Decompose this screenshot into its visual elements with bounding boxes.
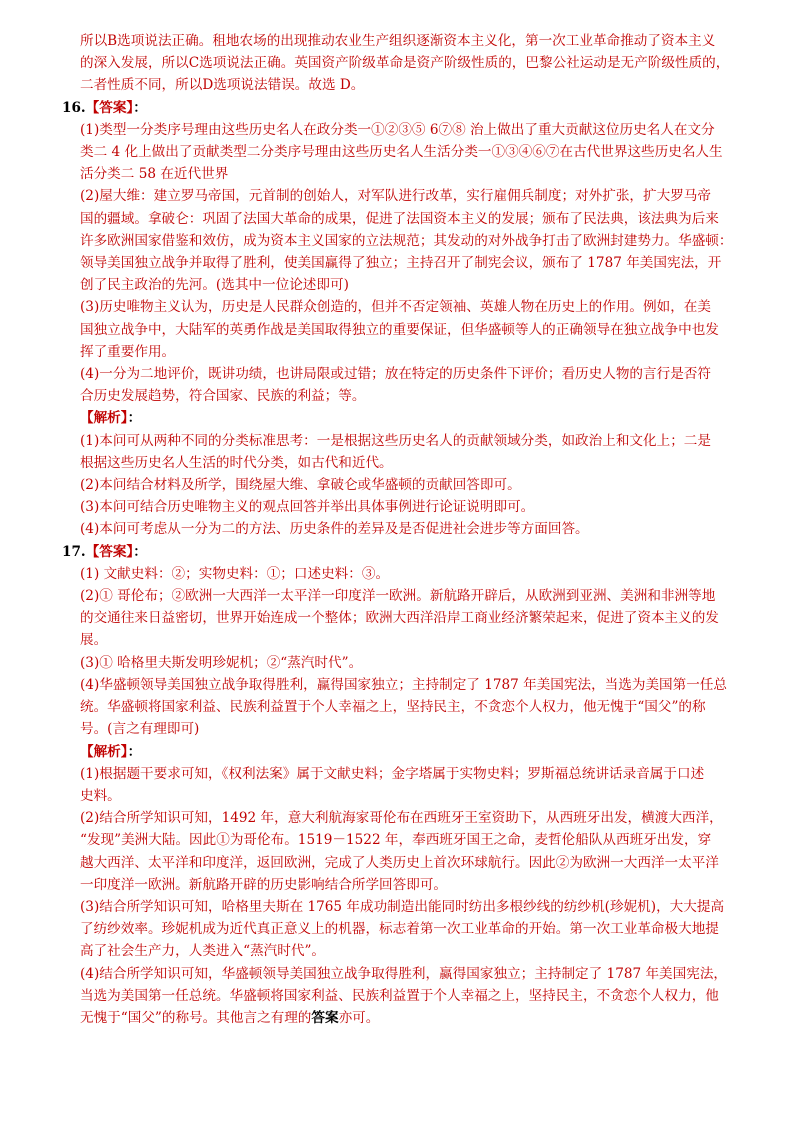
q17-analysis-2-line: (2)结合所学知识可知，1492 年，意大利航海家哥伦布在西班牙王室资助下，从西班牙出发，横渡大西洋， — [80, 810, 723, 827]
q16-answer-2-line: 许多欧洲国家借鉴和效仿，成为资本主义国家的立法规范；其发动的对外战争打击了欧洲封建势力。华盛顿： — [80, 232, 733, 249]
q17-analysis-1-line: 史料。 — [80, 787, 121, 804]
q16-analysis-1-line: 根据这些历史名人生活的时代分类，如古代和近代。 — [80, 454, 393, 471]
q16-answer-3-line: 国独立战争中，大陆军的英勇作战是美国取得独立的重要保证，但华盛顿等人的正确领导在独立战争中也发 — [80, 321, 719, 338]
q16-answer-tag: 【答案】 — [85, 99, 134, 116]
q17-analysis-4-line: (4)结合所学知识可知，华盛顿领导美国独立战争取得胜利，赢得国家独立；主持制定了 1787 年美国宪法， — [80, 965, 728, 982]
q16-answer-2-line: 创了民主政治的先河。(选其中一位论述即可) — [80, 277, 349, 294]
q17-analysis-3-line: 高了社会生产力，人类进入“蒸汽时代”。 — [80, 943, 325, 960]
q16-answer-4-line: 合历史发展趋势，符合国家、民族的利益；等。 — [80, 388, 366, 405]
q16-colon: ： — [133, 99, 147, 116]
q16-answer-3-line: 挥了重要作用。 — [80, 343, 176, 360]
q16-analysis-heading — [62, 407, 752, 429]
q17-answer-keyword: 答案 — [311, 1009, 339, 1026]
q16-answer-2-line: (2)屋大维：建立罗马帝国，元首制的创始人，对军队进行改革，实行雇佣兵制度；对外扩张，扩大罗马帝 — [80, 188, 711, 205]
q17-analysis-tag: 【解析】 — [80, 743, 128, 760]
document-content — [62, 30, 752, 1029]
q16-answer-3-line: (3)历史唯物主义认为，历史是人民群众创造的，但并不否定领袖、英雄人物在历史上的作用。例如，在美 — [80, 299, 711, 316]
q17-answer-1: (1) 文献史料：②；实物史料：①；口述史料：③。 — [80, 565, 390, 582]
q16-answer-2-line: 国的疆域。拿破仑：巩固了法国大革命的成果，促进了法国资本主义的发展；颁布了民法典，该法典为后来 — [80, 210, 719, 227]
q17-analysis-4-line: 当选为美国第一任总统。华盛顿将国家利益、民族利益置于个人幸福之上，坚持民主，不贪恋个人权力，他 — [80, 987, 719, 1004]
q16-answer-1-line: 类二 4 化上做出了贡献类型二分类序号理由这些历史名人生活分类一①③④⑥⑦在古代世界这些历史名人生 — [80, 144, 723, 161]
q16-analysis-colon: ： — [127, 410, 142, 427]
q16-number: 16. — [62, 99, 86, 116]
q16-analysis-tag: 【解析】 — [80, 410, 128, 427]
q16-answer-1-line: 活分类二 58 在近代世界 — [80, 166, 229, 183]
q17-analysis-1-line: (1)根据题干要求可知，《权利法案》属于文献史料；金字塔属于实物史料；罗斯福总统讲话录音属于口述 — [80, 765, 705, 782]
intro-line: 二者性质不同，所以D选项说法错误。故选 D。 — [80, 77, 365, 94]
q17-analysis-4-last-line — [62, 1007, 752, 1029]
q17-analysis-2-line: 一印度洋一欧洲。新航路开辟的历史影响结合所学回答即可。 — [80, 876, 448, 893]
q17-analysis-3-line: 了纺纱效率。珍妮机成为近代真正意义上的机器，标志着第一次工业革命的开始。第一次工业革命极大地提 — [80, 921, 719, 938]
q17-analysis-2-line: “发现”美洲大陆。因此①为哥伦布。1519－1522 年，奉西班牙国王之命，麦哲伦船队从西班牙出发，穿 — [80, 832, 712, 849]
q17-answer-3: (3)① 哈格里夫斯发明珍妮机；②“蒸汽时代”。 — [80, 654, 363, 671]
q17-answer-tag: 【答案】 — [85, 543, 134, 560]
q17-answer-2-line: 的交通往来日益密切，世界开始连成一个整体；欧洲大西洋沿岸工商业经济繁荣起来，促进了资本主义的发 — [80, 610, 719, 627]
q16-answer-2-line: 领导美国独立战争并取得了胜利，使美国赢得了独立；主持召开了制宪会议，颁布了 1787 年美国宪法，开 — [80, 255, 722, 272]
q17-answer-2-line: (2)① 哥伦布；②欧洲一大西洋一太平洋一印度洋一欧洲。新航路开辟后，从欧洲到亚洲、美洲和非洲等地 — [80, 588, 716, 605]
q16-answer-heading — [62, 97, 752, 119]
q17-answer-2-line: 展。 — [80, 632, 108, 649]
q17-answer-4-line: (4)华盛顿领导美国独立战争取得胜利，赢得国家独立；主持制定了 1787 年美国宪法，当选为美国第一任总 — [80, 676, 728, 693]
intro-line: 的深入发展，所以C选项说法正确。英国资产阶级革命是资产阶级性质的，巴黎公社运动是无产阶级性质的， — [80, 55, 730, 72]
q17-answer-4-line: 统。华盛顿将国家利益、民族利益置于个人幸福之上，坚持民主，不贪恋个人权力，他无愧于“国父”的称 — [80, 699, 706, 716]
q17-number: 17. — [62, 543, 86, 560]
q16-answer-4-line: (4)一分为二地评价，既讲功绩，也讲局限或过错；放在特定的历史条件下评价；看历史人物的言行是否符 — [80, 366, 711, 383]
q17-analysis-4-text: 无愧于“国父”的称号。其他言之有理的 — [80, 1009, 312, 1026]
q17-analysis-3-line: (3)结合所学知识可知，哈格里夫斯在 1765 年成功制造出能同时纺出多根纱线的纺纱机(珍妮机)，大大提高 — [80, 898, 725, 915]
intro-line: 所以B选项说法正确。租地农场的出现推动农业生产组织逐渐资本主义化，第一次工业革命推动了资本主义 — [80, 33, 716, 49]
q16-analysis-3: (3)本问可结合历史唯物主义的观点回答并举出具体事例进行论证说明即可。 — [80, 499, 535, 516]
q17-analysis-heading — [62, 741, 752, 763]
q17-answer-4-line: 号。(言之有理即可) — [80, 721, 200, 738]
q17-analysis-4-tail: 亦可。 — [338, 1009, 380, 1026]
q16-analysis-4: (4)本问可考虑从一分为二的方法、历史条件的差异及是否促进社会进步等方面回答。 — [80, 521, 589, 538]
q16-answer-1-line: (1)类型一分类序号理由这些历史名人在政分类一①②③⑤ 6⑦⑧ 治上做出了重大贡献这位历史名人在文分 — [80, 121, 715, 138]
q17-answer-heading — [62, 541, 752, 563]
q16-analysis-1-line: (1)本问可从两种不同的分类标准思考：一是根据这些历史名人的贡献领域分类，如政治上和文化上；二是 — [80, 432, 711, 449]
q17-analysis-colon: ： — [127, 743, 142, 760]
q16-analysis-2: (2)本问结合材料及所学，围绕屋大维、拿破仑或华盛顿的贡献回答即可。 — [80, 477, 521, 494]
q17-analysis-2-line: 越大西洋、太平洋和印度洋，返回欧洲，完成了人类历史上首次环球航行。因此②为欧洲一大西洋一太平洋 — [80, 854, 719, 871]
q17-colon: ： — [133, 543, 147, 560]
